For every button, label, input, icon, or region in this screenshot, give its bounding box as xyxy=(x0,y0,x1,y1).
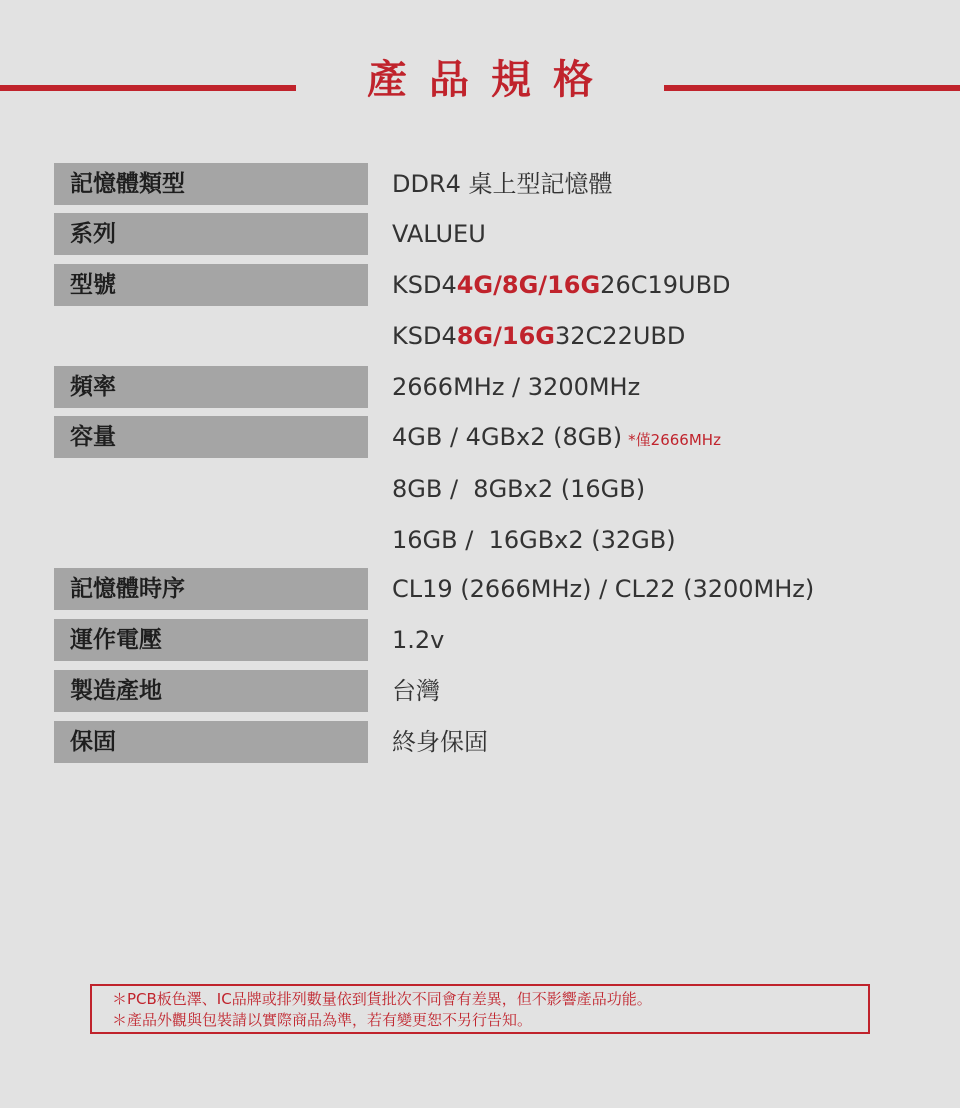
spec-row-capacity xyxy=(0,416,960,458)
title-divider-right xyxy=(664,85,960,91)
spec-value: 台灣 xyxy=(392,677,440,705)
model-suffix: 32C22UBD xyxy=(555,322,686,350)
title-divider-left xyxy=(0,85,296,91)
spec-value: VALUEU xyxy=(392,220,486,248)
model-suffix: 26C19UBD xyxy=(600,271,731,299)
model-prefix: KSD4 xyxy=(392,271,457,299)
page-title: 產品規格 xyxy=(367,57,615,103)
capacity-option-1 xyxy=(392,416,721,458)
spec-label: 頻率 xyxy=(54,366,368,408)
spec-row-capacity-continued xyxy=(0,519,960,561)
spec-label: 記憶體時序 xyxy=(54,568,368,610)
spec-label: 記憶體類型 xyxy=(54,163,368,205)
spec-label: 型號 xyxy=(54,264,368,306)
spec-row-warranty xyxy=(0,721,960,763)
spec-row-series xyxy=(0,213,960,255)
spec-value: CL19 (2666MHz) / CL22 (3200MHz) xyxy=(392,575,815,603)
disclaimer-box xyxy=(90,984,870,1034)
spec-value: 終身保固 xyxy=(392,728,488,756)
spec-label: 容量 xyxy=(54,416,368,458)
spec-value: DDR4 桌上型記憶體 xyxy=(392,170,613,198)
model-prefix: KSD4 xyxy=(392,322,457,350)
section-header xyxy=(0,52,960,108)
model-number-1 xyxy=(392,264,731,306)
spec-value: 1.2v xyxy=(392,626,445,654)
spec-row-frequency xyxy=(0,366,960,408)
disclaimer-line: ＊PCB板色澤、IC品牌或排列數量依到貨批次不同會有差異，但不影響產品功能。 xyxy=(112,990,652,1008)
spec-row-model xyxy=(0,264,960,306)
model-capacity-highlight: 4G/8G/16G xyxy=(456,271,601,299)
spec-row-capacity-continued xyxy=(0,468,960,510)
disclaimer-line: ＊產品外觀與包裝請以實際商品為準，若有變更恕不另行告知。 xyxy=(112,1011,533,1029)
capacity-option-3: 16GB / 16GBx2 (32GB) xyxy=(392,526,676,554)
spec-label: 系列 xyxy=(54,213,368,255)
spec-label: 保固 xyxy=(54,721,368,763)
spec-value: 2666MHz / 3200MHz xyxy=(392,373,641,401)
spec-row-timing xyxy=(0,568,960,610)
capacity-value: 4GB / 4GBx2 (8GB) xyxy=(392,423,623,451)
spec-label: 運作電壓 xyxy=(54,619,368,661)
capacity-option-2: 8GB / 8GBx2 (16GB) xyxy=(392,475,646,503)
model-capacity-highlight: 8G/16G xyxy=(456,322,555,350)
model-number-2 xyxy=(392,315,685,357)
capacity-footnote: *僅2666MHz xyxy=(628,431,721,449)
spec-row-memory-type xyxy=(0,163,960,205)
spec-row-model-continued xyxy=(0,315,960,357)
spec-row-voltage xyxy=(0,619,960,661)
spec-label: 製造產地 xyxy=(54,670,368,712)
spec-row-origin xyxy=(0,670,960,712)
